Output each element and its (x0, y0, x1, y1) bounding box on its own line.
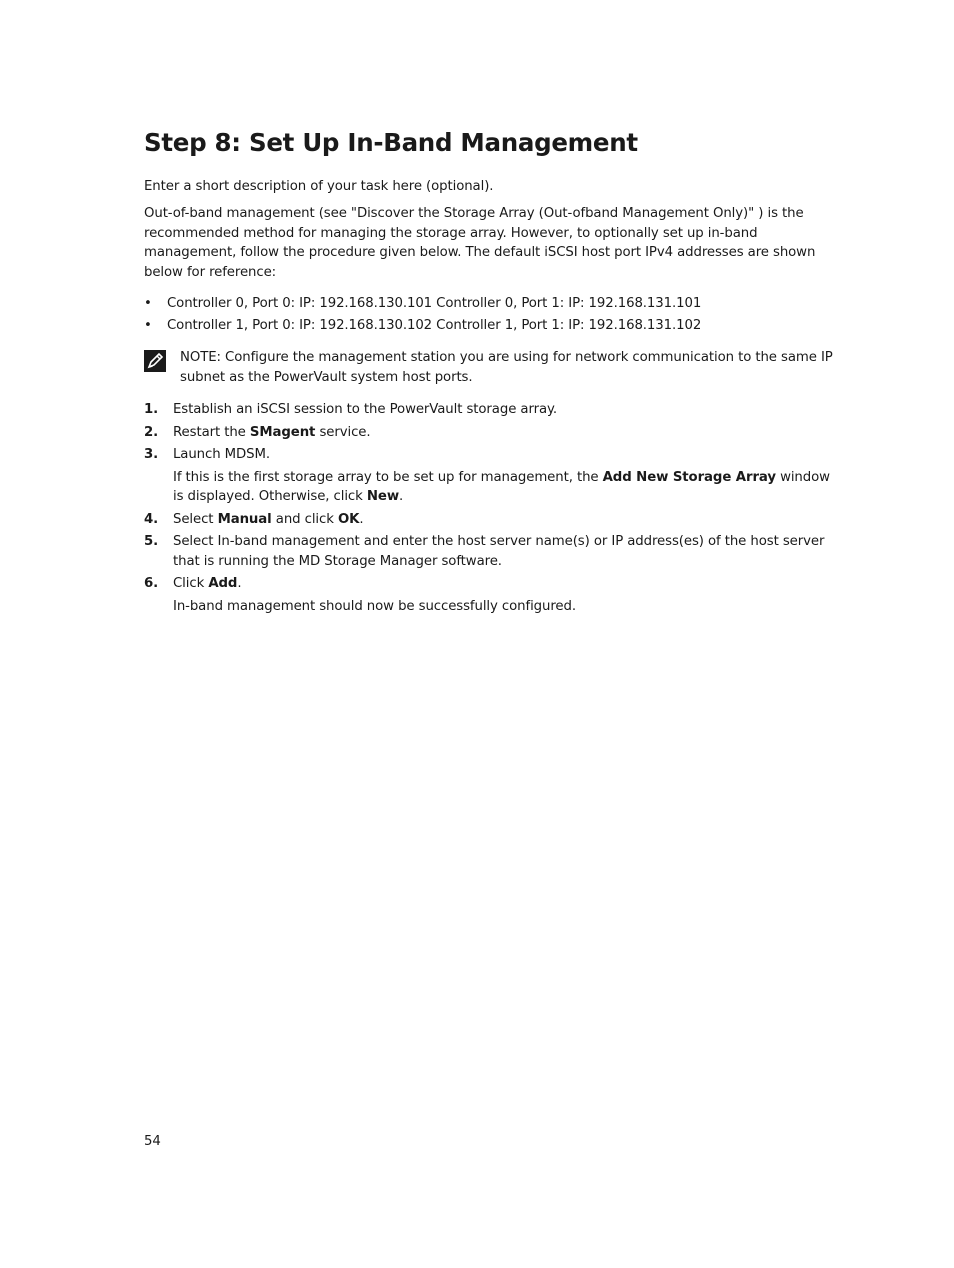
procedure-steps (144, 400, 844, 619)
list-item (144, 316, 844, 338)
step-number: 1. (144, 402, 159, 417)
list-item-text: Controller 0, Port 0: IP: 192.168.130.101 Controller 0, Port 1: IP: 192.168.131.101 (167, 296, 702, 311)
pencil-note-icon (144, 350, 166, 372)
note-body-text: Configure the management station you are using for network communication to the same IP subnet as the PowerVault system host ports. (180, 350, 833, 385)
step-result-text: . (399, 489, 404, 504)
step-text: Restart the (173, 424, 250, 440)
step-number: 6. (144, 576, 159, 591)
step-text-bold: Manual (217, 511, 272, 527)
step-text: . (237, 576, 242, 591)
list-item-text: Controller 1, Port 0: IP: 192.168.130.102 Controller 1, Port 1: IP: 192.168.131.102 (167, 318, 702, 333)
ip-address-list (144, 294, 844, 338)
page-number: 54 (144, 1134, 161, 1149)
step-text: Click (173, 576, 209, 591)
step-result (173, 597, 844, 617)
note-label: NOTE: (180, 350, 221, 365)
step-number: 2. (144, 424, 159, 440)
step-item (144, 445, 844, 507)
page-title: Step 8: Set Up In-Band Management (144, 128, 638, 157)
step-number: 4. (144, 511, 159, 527)
step-item (144, 400, 844, 420)
step-result-bold: New (366, 489, 400, 504)
step-text-bold: OK (337, 511, 360, 527)
step-item (144, 423, 844, 443)
list-item (144, 294, 844, 316)
intro-paragraph: Out-of-band management (see "Discover the Storage Array (Out-ofband Management Only)" ) is the recommended method for managing the storage array. However, to optionally set up in-band management, follow the procedure given below. The default iSCSI host port IPv4 addresses are shown below for reference: (144, 206, 816, 280)
step-result (173, 468, 844, 507)
step-result-text: If this is the first storage array to be set up for management, the (173, 469, 603, 485)
step-text: . (359, 511, 364, 527)
step-text: and click (271, 511, 338, 527)
step-text: Select In-band management and enter the host server name(s) or IP address(es) of the host server that is running the MD Storage Manager software. (173, 534, 825, 569)
step-text: Launch MDSM. (173, 447, 271, 462)
bullet-glyph: • (144, 296, 152, 311)
step-text: Establish an iSCSI session to the PowerVault storage array. (173, 402, 557, 417)
step-result-text: window is displayed. Otherwise, click (173, 469, 830, 504)
step-text: Select (173, 511, 218, 527)
step-text-bold: SMagent (249, 424, 316, 440)
step-number: 5. (144, 534, 159, 549)
step-result-bold: Add New Storage Array (602, 469, 776, 485)
step-text: service. (315, 424, 371, 440)
short-description: Enter a short description of your task here (optional). (144, 179, 494, 194)
step-number: 3. (144, 447, 159, 462)
note-text (180, 348, 846, 387)
step-result-text: In-band management should now be successfully configured. (173, 598, 576, 614)
bullet-glyph: • (144, 318, 152, 333)
step-item (144, 574, 844, 616)
step-text-bold: Add (208, 576, 238, 591)
step-item (144, 532, 844, 571)
step-item (144, 510, 844, 530)
